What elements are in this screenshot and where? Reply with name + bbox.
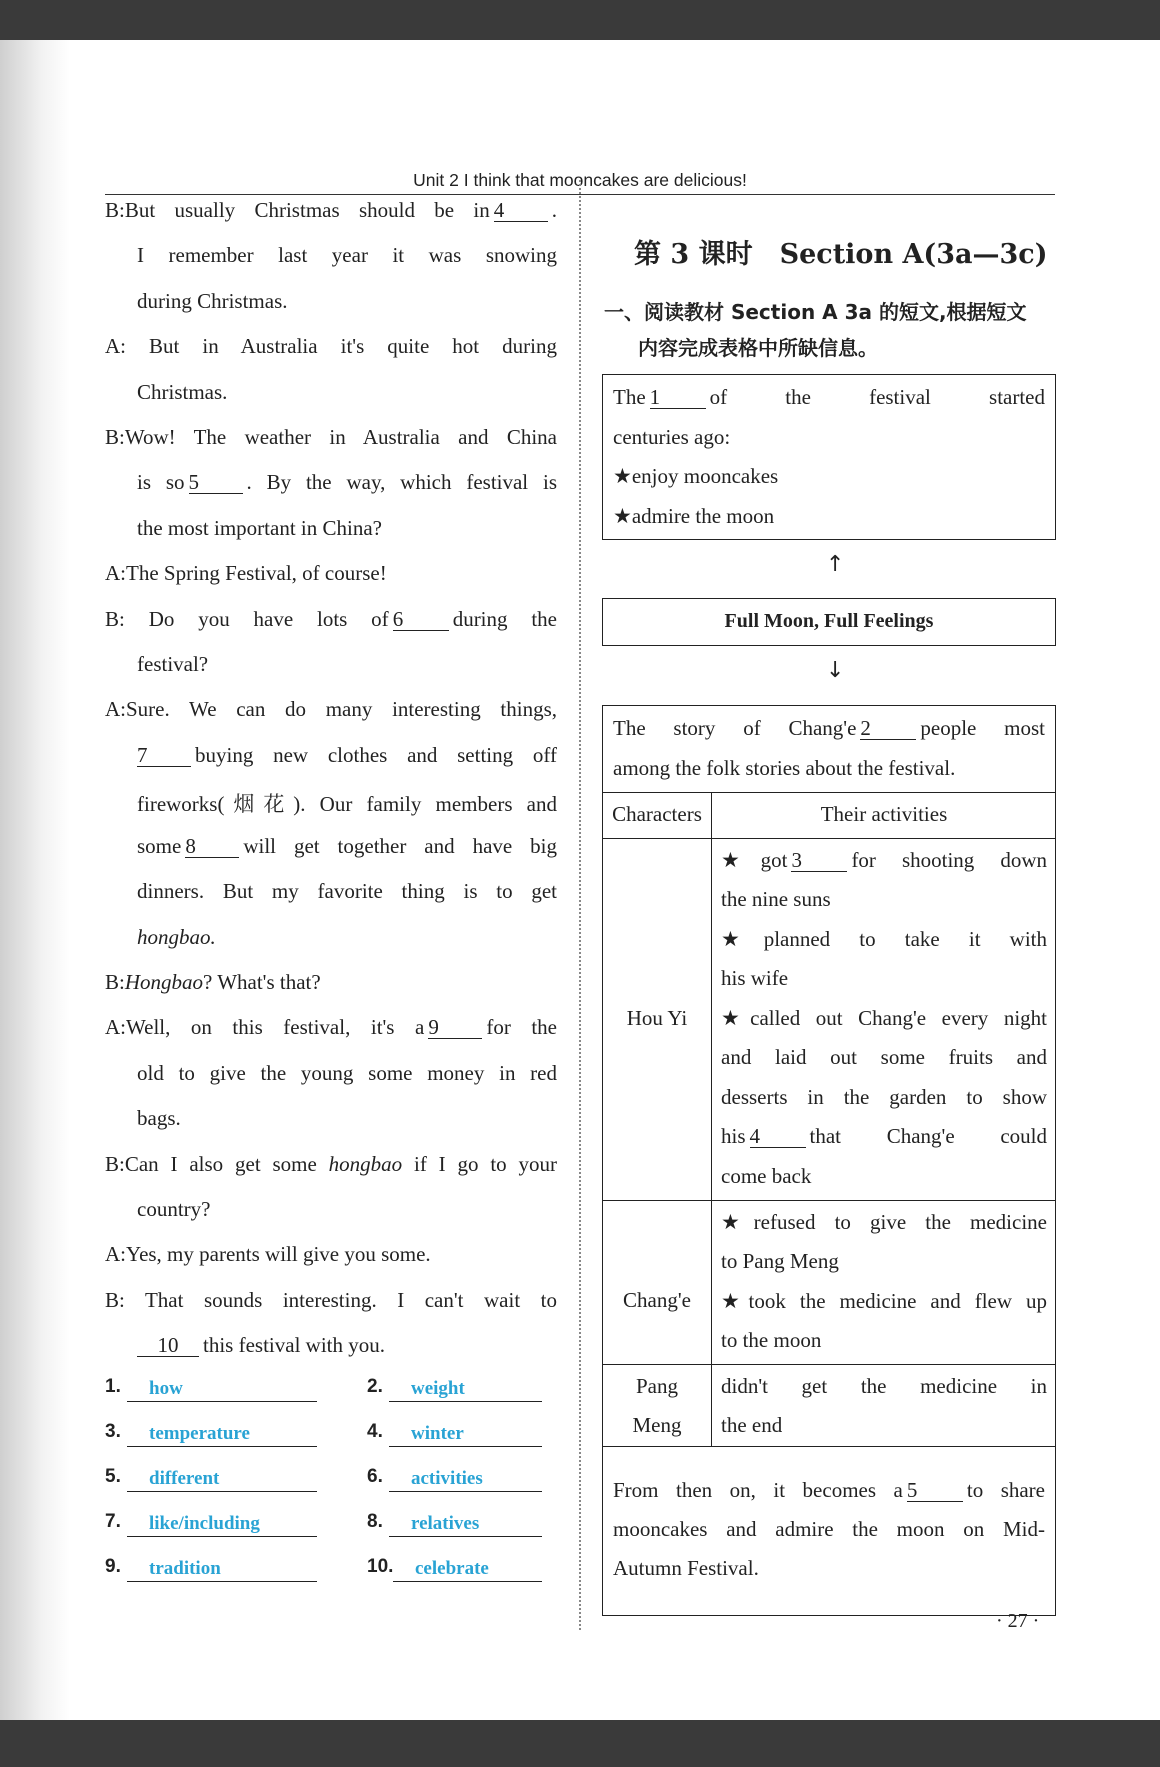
character-pang-meng-2: Meng (632, 1413, 682, 1437)
character-pang-meng-1: Pang (636, 1374, 678, 1398)
dialogue-line: A:Yes, my parents will give you some. (105, 1242, 431, 1266)
blank-2: 2 (860, 717, 916, 740)
dialogue-line: B:Wow! The weather in Australia and China (105, 425, 557, 449)
story-table (602, 705, 1056, 1616)
dialogue-line: festival? (137, 652, 209, 676)
dialogue-line: B: That sounds interesting. I can't wait to (105, 1288, 558, 1312)
activity-line: come back (721, 1164, 812, 1188)
activity-line: and laid out some fruits and (721, 1045, 1047, 1069)
blank-7: 7 (137, 744, 191, 767)
center-title: Full Moon, Full Feelings (724, 610, 934, 632)
activity-line: to Pang Meng (721, 1249, 839, 1273)
blank-5: 5 (189, 471, 243, 494)
origin-line-1: The 1 of the festival started (613, 385, 1045, 409)
blank-8: 8 (185, 835, 239, 858)
blank-4b: 4 (750, 1125, 806, 1148)
character-hou-yi: Hou Yi (626, 1006, 688, 1030)
dialogue-line: B:Can I also get some hongbao if I go to your (105, 1152, 558, 1176)
binding-shadow (0, 40, 70, 1720)
activity-line: the end (721, 1413, 783, 1437)
dialogue-line: is so 5 . By the way, which festival is (137, 470, 557, 494)
column-header-activities: Their activities (820, 802, 948, 826)
activity-line: the nine suns (721, 887, 831, 911)
dialogue-line: Christmas. (137, 380, 228, 404)
activity-line: didn't get the medicine in (721, 1374, 1047, 1398)
dialogue-line: B:But usually Christmas should be in 4 . (105, 198, 557, 222)
column-header-characters: Characters (612, 802, 702, 826)
table-outro-line-2: mooncakes and admire the moon on Mid- (613, 1517, 1045, 1541)
header-title: Unit 2 I think that mooncakes are delicious! (413, 170, 747, 190)
activity-line: to the moon (721, 1328, 822, 1352)
instruction-line-2: 内容完成表格中所缺信息。 (638, 336, 878, 360)
activity-line: ★took the medicine and flew up (721, 1289, 1047, 1313)
dialogue-line: A: But in Australia it's quite hot during (105, 334, 557, 358)
dialogue-line: country? (137, 1197, 211, 1221)
activity-line: ★got 3 for shooting down (721, 848, 1047, 872)
blank-6: 6 (393, 608, 449, 631)
dialogue-line: the most important in China? (137, 516, 382, 540)
blank-1: 1 (650, 386, 706, 409)
blank-10: 10 (137, 1334, 199, 1357)
dialogue-line: old to give the young some money in red (137, 1061, 557, 1085)
activity-line: his 4 that Chang'e could (721, 1124, 1047, 1148)
activity-line: ★planned to take it with (721, 927, 1047, 951)
lesson-title: 第 3 课时 Section A(3a—3c) (634, 239, 1048, 270)
dialogue-line: some 8 will get together and have big (137, 834, 557, 858)
center-title-box (602, 598, 1056, 646)
blank-5b: 5 (907, 1479, 963, 1502)
table-intro-line-1: The story of Chang'e 2 people most (613, 716, 1045, 740)
dialogue-line: during Christmas. (137, 289, 288, 313)
arrow-down-icon: ↓ (826, 658, 845, 683)
column-divider (579, 180, 581, 1630)
activity-line: desserts in the garden to show (721, 1085, 1047, 1109)
dialogue-line: A:Sure. We can do many interesting things, (105, 697, 557, 721)
dialogue-line: dinners. But my favorite thing is to get (137, 879, 557, 903)
workbook-page: Unit 2 I think that mooncakes are delicious! B:But usually Christmas should be in 4 . I remember last year it was snowing during Christmas. A: But in Australia it's quite hot during Christmas. B:Wow! The weather in Australia and China is so 5 . By the way, which festival is the most important in China? A:The Spring Festival, of course! B: Do you have lots of 6 during the festival? A:Sure. We can do many interesting things, 7 buying new clothes and setting off fireworks(烟花). Our family members and some 8 will get together and have big dinners. But my favorite thing is to get hongbao. B:Hongbao? What's that? A:Well, on this festival, it's a 9 for the old to give the young some money in red bags. B:Can I also get some hongbao if I go to your country? A:Yes, my parents will give you some. B: That sounds interesting. I can't wait to 10 this festival with you. 1. how 2. weight 3. temperature 4. winter 5. different 6. activities 7. like/including 8. relatives 9. tradition 10. celebrate 第 3 课时 Section A(3a—3c) 一、阅读教材 Section A 3a 的短文,根据短文 内容完成表格中所缺信息。 The 1 of the festival started centuries ago: ★enjoy mooncakes ★admire the moon ↑ Full Moon, Full Feelings ↓ The story of Chang'e 2 people most among the folk stories about the festival. Characters Their activities Hou Yi ★got 3 for shooting down the nine suns ★planned to take it with his wife ★called out Chang'e every night and laid out some fruits and desserts in the garden to show his 4 that Chang'e could come back Chang'e ★refused to give the medicine to Pang Meng ★took the medicine and flew up to the moon Pang Meng didn't get the medicine in the end From then on, it becomes a 5 to share mooncakes and admire the moon on Mid- Autumn Festival. · 27 · (0, 40, 1160, 1720)
dialogue-line: fireworks(烟花). Our family members and (137, 792, 557, 816)
dialogue-line: hongbao. (137, 925, 216, 949)
character-change: Chang'e (623, 1288, 691, 1312)
dialogue-line: A:The Spring Festival, of course! (105, 561, 387, 585)
page-number: · 27 · (996, 1610, 1040, 1632)
table-outro-line-1: From then on, it becomes a 5 to share (613, 1478, 1045, 1502)
dialogue-line: A:Well, on this festival, it's a 9 for the (105, 1015, 557, 1039)
dialogue-line: 7 buying new clothes and setting off (137, 743, 557, 767)
table-outro-line-3: Autumn Festival. (613, 1556, 759, 1580)
blank-9: 9 (428, 1016, 482, 1039)
dialogue-line: bags. (137, 1106, 181, 1130)
origin-item-2: ★admire the moon (613, 504, 775, 528)
dialogue-line: B: Do you have lots of 6 during the (105, 607, 558, 631)
activity-line: ★refused to give the medicine (721, 1210, 1047, 1234)
blank-4: 4 (494, 199, 548, 222)
dialogue-line: B:Hongbao? What's that? (105, 970, 321, 994)
table-intro-line-2: among the folk stories about the festival. (613, 756, 956, 780)
origin-line-2: centuries ago: (613, 425, 731, 449)
instruction-line-1: 一、阅读教材 Section A 3a 的短文,根据短文 (604, 300, 1027, 324)
activity-line: ★called out Chang'e every night (721, 1006, 1047, 1030)
arrow-up-icon: ↑ (826, 552, 845, 577)
dialogue-line: I remember last year it was snowing (137, 243, 557, 267)
origin-box (602, 374, 1056, 540)
origin-item-1: ★enjoy mooncakes (613, 464, 779, 488)
dialogue-line: 10 this festival with you. (137, 1333, 557, 1358)
activity-line: his wife (721, 966, 789, 990)
blank-3: 3 (791, 849, 847, 872)
